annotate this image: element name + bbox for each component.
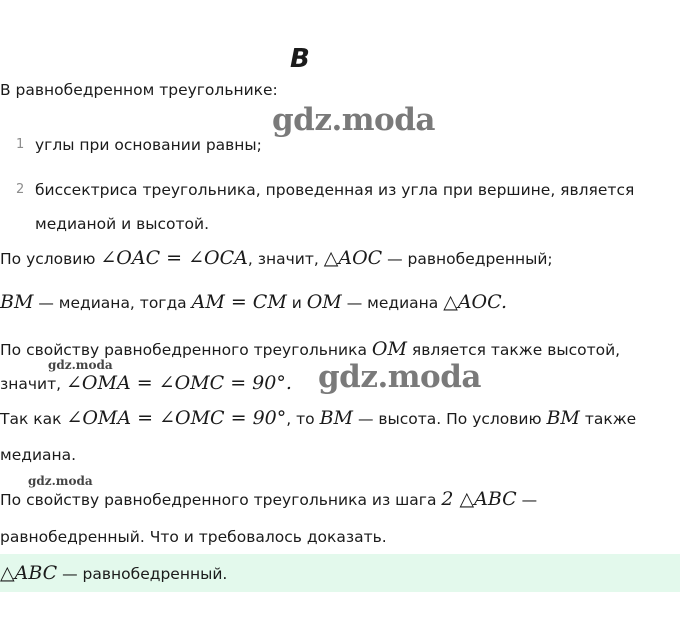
paragraph-5-line-1: По свойству равнобедренного треугольника из шага 2 △ABC — <box>0 488 538 510</box>
watermark: gdz.moda <box>318 359 481 395</box>
answer-text: △ABC — равнобедренный. <box>0 562 228 584</box>
watermark: gdz.moda <box>48 358 113 372</box>
paragraph-4-line-1: Так как ∠OMA = ∠OMC = 90°, то BM — высота. По условию BM также <box>0 407 637 429</box>
list-item-2-line-1: биссектриса треугольника, проведенная из угла при вершине, является <box>35 181 635 199</box>
intro-text: В равнобедренном треугольнике: <box>0 81 278 99</box>
answer-box <box>0 554 680 592</box>
list-item-2-line-2: медианой и высотой. <box>35 215 210 233</box>
paragraph-3-line-1: По свойству равнобедренного треугольника OM является также высотой, <box>0 338 621 360</box>
paragraph-5-line-2: равнобедренный. Что и требовалось доказать. <box>0 528 387 546</box>
list-number-1: 1 <box>16 137 25 152</box>
paragraph-2: BM — медиана, тогда AM = CM и OM — медиана △AOC. <box>0 291 508 313</box>
section-title: B <box>290 44 310 74</box>
list-number-2: 2 <box>16 182 25 197</box>
paragraph-3-line-2: значит, ∠OMA = ∠OMC = 90°. <box>0 372 292 394</box>
paragraph-1: По условию ∠OAC = ∠OCA, значит, △AOC — равнобедренный; <box>0 247 553 269</box>
watermark: gdz.moda <box>28 474 93 488</box>
list-item-1: углы при основании равны; <box>35 136 262 154</box>
paragraph-4-line-2: медиана. <box>0 446 77 464</box>
watermark: gdz.moda <box>272 102 435 138</box>
